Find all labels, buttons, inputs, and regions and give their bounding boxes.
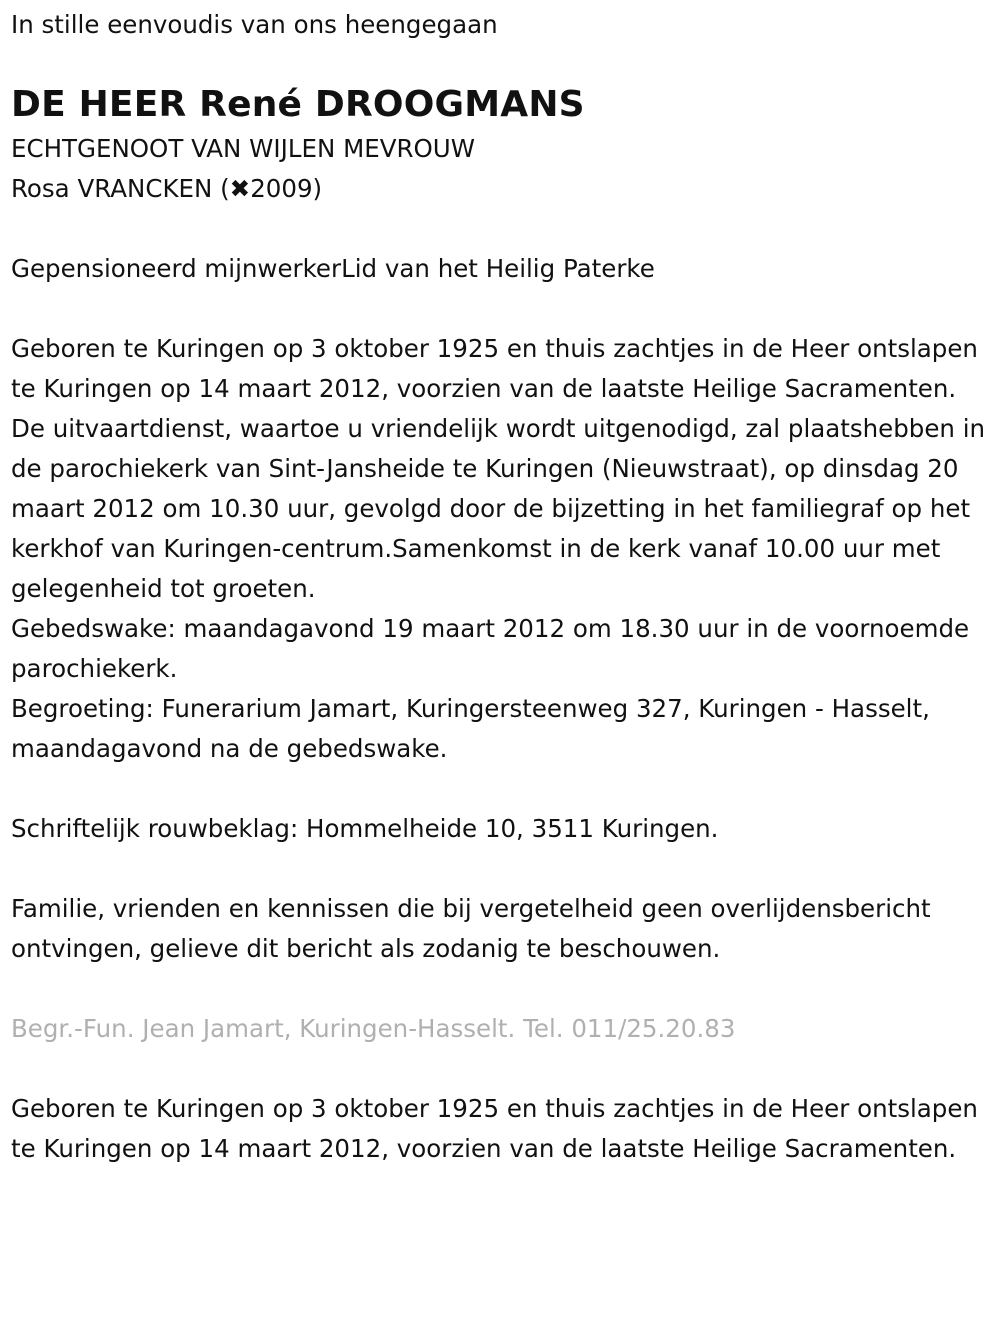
spacer — [11, 969, 1000, 1009]
funeral-service-paragraph: De uitvaartdienst, waartoe u vriendelijk wordt uitgenodigd, zal plaatshebben in de parochiekerk van Sint-Jansheide te Kuringen (Nieuwstraat), op dinsdag 20 maart 2012 om 10.30 uur, gevolgd door de bijzetting in het familiegraf op het kerkhof van Kuringen-centrum.Samenkomst in de kerk vanaf 10.00 uur met gelegenheid tot groeten. — [11, 414, 986, 603]
occupation-line: Gepensioneerd mijnwerkerLid van het Heilig Paterke — [11, 254, 655, 283]
spacer — [11, 769, 1000, 809]
spouse-line-2: Rosa VRANCKEN (✖2009) — [11, 174, 323, 203]
birth-death-paragraph-repeat: Geboren te Kuringen op 3 oktober 1925 en thuis zachtjes in de Heer ontslapen te Kuringen op 14 maart 2012, voorzien van de laatste Heilige Sacramenten. — [11, 1094, 978, 1163]
prayer-vigil-paragraph: Gebedswake: maandagavond 19 maart 2012 om 18.30 uur in de voornoemde parochiekerk. — [11, 614, 970, 683]
spouse-line-1: ECHTGENOOT VAN WIJLEN MEVROUW — [11, 134, 475, 163]
spacer — [11, 289, 1000, 329]
deceased-name: DE HEER René DROOGMANS — [11, 84, 585, 125]
birth-death-paragraph: Geboren te Kuringen op 3 oktober 1925 en thuis zachtjes in de Heer ontslapen te Kuringen op 14 maart 2012, voorzien van de laatste Heilige Sacramenten. — [11, 334, 978, 403]
spacer — [11, 209, 1000, 249]
condolence-line: Schriftelijk rouwbeklag: Hommelheide 10, 3511 Kuringen. — [11, 814, 719, 843]
spacer — [11, 1049, 1000, 1089]
intro-line: In stille eenvoudis van ons heengegaan — [11, 10, 498, 39]
family-notice-paragraph: Familie, vrienden en kennissen die bij vergetelheid geen overlijdensbericht ontvingen, gelieve dit bericht als zodanig te beschouwen. — [11, 894, 931, 963]
greeting-paragraph: Begroeting: Funerarium Jamart, Kuringersteenweg 327, Kuringen - Hasselt, maandagavond na de gebedswake. — [11, 694, 930, 763]
spacer — [11, 849, 1000, 889]
funeral-home-line: Begr.-Fun. Jean Jamart, Kuringen-Hasselt. Tel. 011/25.20.83 — [11, 1014, 736, 1043]
